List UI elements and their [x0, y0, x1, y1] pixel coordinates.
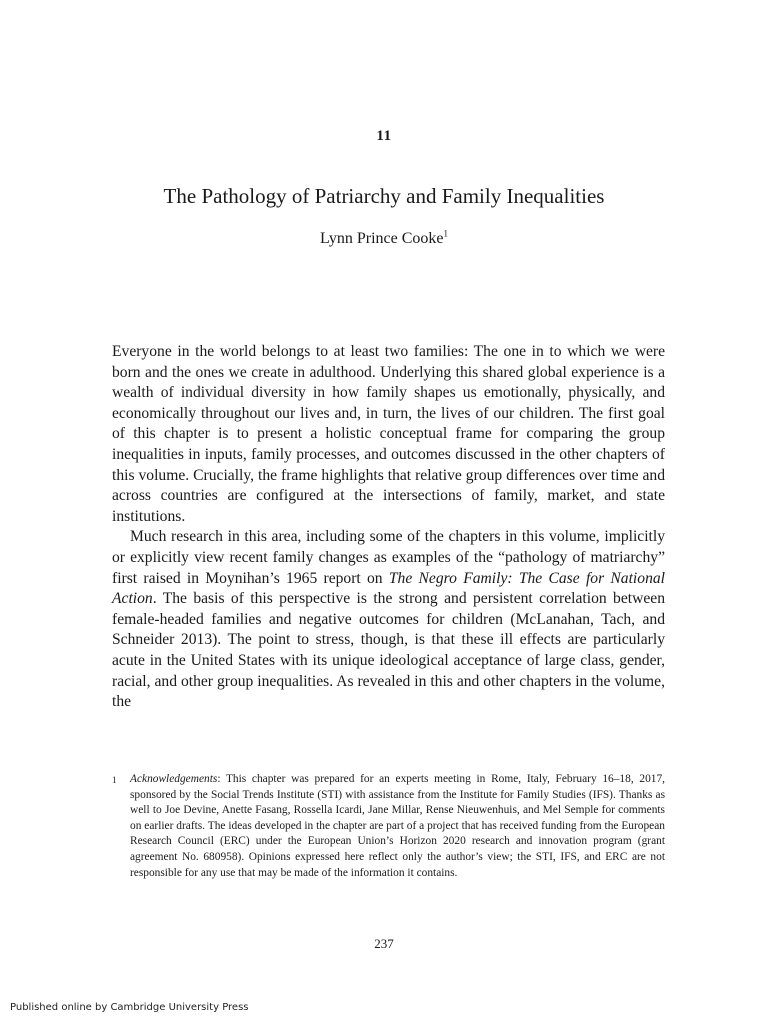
page-number: 237 — [374, 936, 394, 951]
author-footnote-mark: 1 — [443, 228, 449, 239]
chapter-title: The Pathology of Patriarchy and Family Inequalities — [163, 184, 605, 208]
footnote — [112, 772, 665, 881]
publisher-note[interactable]: Published online by Cambridge University Press — [10, 1002, 249, 1013]
author-name: Lynn Prince Cooke — [319, 230, 444, 247]
paragraph-2-text-b: . The basis of this perspective is the strong and persistent correlation between female-headed families and negative outcomes for children (McLanahan, Tach, and Schneider 2013). The point to stress, though, is that these ill effects are particularly acute in the United States with its unique ideological acceptance of large class, gender, racial, and other group inequalities. As revealed in this and other chapters in the volume, the — [112, 590, 665, 711]
body-text — [112, 342, 665, 713]
report-title-italic: The Negro Family: The Case for National Action — [112, 569, 665, 608]
paragraph-2 — [112, 527, 665, 712]
paragraph-1: Everyone in the world belongs to at least two families: The one in to which we were born and the ones we create in adulthood. Underlying this shared global experience is a wealth of individual diversity in how family shapes us emotionally, physically, and economically throughout our lives and, in turn, the lives of our children. The first goal of this chapter is to present a holistic conceptual frame for comparing the group inequalities in inputs, family processes, and outcomes discussed in the other chapters of this volume. Crucially, the frame highlights that relative group differences over time and across countries are configured at the intersections of family, market, and state institutions. — [112, 343, 665, 525]
footnote-text — [130, 772, 665, 881]
chapter-number: 11 — [376, 128, 392, 144]
footnote-mark: 1 — [112, 775, 117, 785]
footnote-body: : This chapter was prepared for an experts meeting in Rome, Italy, February 16–18, 2017, sponsored by the Social Trends Institute (STI) with assistance from the Institute for Family Studies (IFS). Thanks as well to Joe Devine, Anette Fasang, Rossella Icardi, Jane Millar, Rense Nieuwenhuis, and Mel Semple for comments on earlier drafts. The ideas developed in the chapter are part of a project that has received funding from the European Research Council (ERC) under the European Union’s Horizon 2020 research and innovation program (grant agreement No. 680958). Opinions expressed here reflect only the author’s view; the STI, IFS, and ERC are not responsible for any use that may be made of the information it contains. — [130, 773, 665, 879]
footnote-label: Acknowledgements — [130, 773, 218, 785]
paragraph-2-text-a: Much research in this area, including some of the chapters in this volume, implicitly or explicitly view recent family changes as examples of the “pathology of matriarchy” first raised in Moynihan’s 1965 report on — [112, 528, 665, 587]
author-line — [60, 230, 708, 248]
